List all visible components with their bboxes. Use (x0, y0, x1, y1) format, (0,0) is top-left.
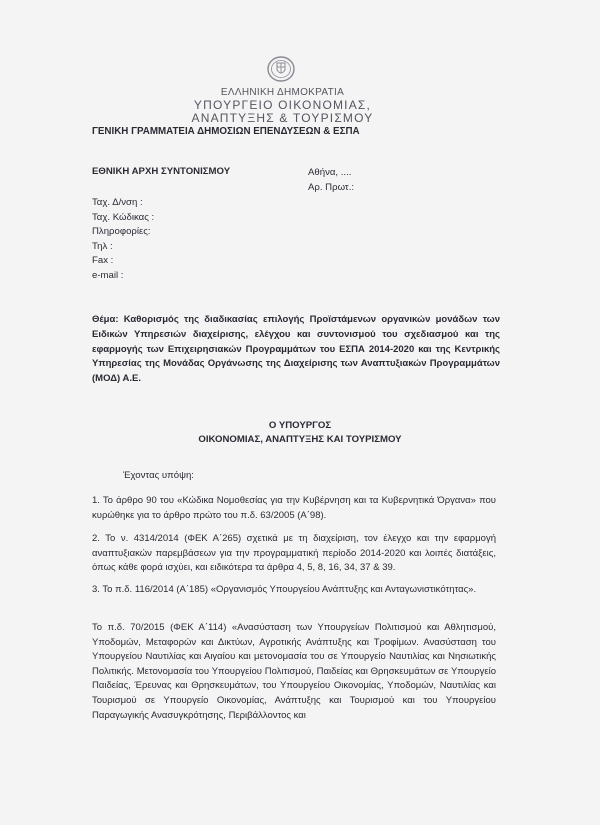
legal-item-4: Το π.δ. 70/2015 (ΦΕΚ Α΄114) «Ανασύσταση των Υπουργείων Πολιτισμού και Αθλητισμού, Υποδομών, Μεταφορών και Δικτύων, Αγροτικής Ανάπτυξης και Τροφίμων. Ανασύσταση του Υπουργείου Ναυτιλίας και Αιγαίου και μετονομασία του σε Υπουργείο Ναυτιλίας και Νησιωτικής Πολιτικής. Μετονομασία του Υπουργείου Πολιτισμού, Παιδείας και Θρησκευμάτων σε Υπουργείο Παιδείας, Έρευνας και Θρησκευμάτων, του Υπουργείου Οικονομίας, Υποδομών, Ναυτιλίας και Τουρισμού σε Υπουργείο Οικονομίας, Ανάπτυξης και Τουρισμού και του Υπουργείου Παραγωγικής Ανασυγκρότησης, Περιβάλλοντος και (92, 622, 496, 721)
contact-block (92, 196, 154, 283)
contact-email: e-mail : (92, 269, 124, 281)
legal-item-3: 3. Το π.δ. 116/2014 (Α΄185) «Οργανισμός Υπουργείου Ανάπτυξης και Ανταγωνιστικότητας». (92, 584, 477, 595)
minister-title: Ο ΥΠΟΥΡΓΟΣ (268, 420, 332, 431)
protocol-number: Αρ. Πρωτ.: (308, 182, 355, 193)
contact-information: Πληροφορίες: (92, 226, 151, 237)
national-authority: ΕΘΝΙΚΗ ΑΡΧΗ ΣΥΝΤΟΝΙΣΜΟΥ (92, 166, 231, 177)
ministry-letterhead (190, 86, 375, 125)
ministry-name-line1: ΥΠΟΥΡΓΕΙΟ ΟΙΚΟΝΟΜΙΑΣ, (193, 98, 372, 112)
dateline-city: Αθήνα, .... (308, 167, 352, 178)
contact-phone: Τηλ : (92, 240, 113, 252)
contact-fax: Fax : (92, 255, 114, 266)
republic-label: ΕΛΛΗΝΙΚΗ ΔΗΜΟΚΡΑΤΙΑ (220, 87, 345, 98)
contact-address: Ταχ. Δ/νση : (92, 197, 143, 208)
general-secretariat: ΓΕΝΙΚΗ ΓΡΑΜΜΑΤΕΙΑ ΔΗΜΟΣΙΩΝ ΕΠΕΝΔΥΣΕΩΝ & ΕΣΠΑ (92, 126, 360, 137)
subject-paragraph: Θέμα: Καθορισμός της διαδικασίας επιλογής Προϊστάμενων οργανικών μονάδων των Ειδικών Υπηρεσιών διαχείρισης, ελέγχου και συντονισμού του σχεδιασμού και της εφαρμογής των Επιχειρησιακών Προγραμμάτων του ΕΣΠΑ 2014-2020 και της Κεντρικής Υπηρεσίας της Μονάδας Οργάνωσης της Διαχείρισης των Αναπτυξιακών Προγραμμάτων (ΜΟΔ) Α.Ε. (92, 314, 500, 385)
legal-item-1: 1. Το άρθρο 90 του «Κώδικα Νομοθεσίας για την Κυβέρνηση και τα Κυβερνητικά Όργανα» που κυρώθηκε για το άρθρο πρώτο του π.δ. 63/2005 (Α΄98). (92, 495, 496, 521)
minister-ministry: ΟΙΚΟΝΟΜΙΑΣ, ΑΝΑΠΤΥΞΗΣ ΚΑΙ ΤΟΥΡΙΣΜΟΥ (198, 434, 402, 445)
ministry-name-line2: ΑΝΑΠΤΥΞΗΣ & ΤΟΥΡΙΣΜΟΥ (191, 111, 374, 125)
legal-item-2: 2. Το ν. 4314/2014 (ΦΕΚ Α΄265) σχετικά με τη διαχείριση, τον έλεγχο και την εφαρμογή αναπτυξιακών παρεμβάσεων για την προγραμματική περίοδο 2014-2020 και λοιπές διατάξεις, όπως κάθε φορά ισχύει, και ειδικότερα τα άρθρα 4, 5, 8, 16, 34, 37 & 39. (92, 533, 496, 574)
contact-postal-code: Ταχ. Κώδικας : (92, 211, 155, 223)
preamble: Έχοντας υπόψη: (123, 470, 194, 481)
coat-of-arms-icon (265, 55, 297, 83)
